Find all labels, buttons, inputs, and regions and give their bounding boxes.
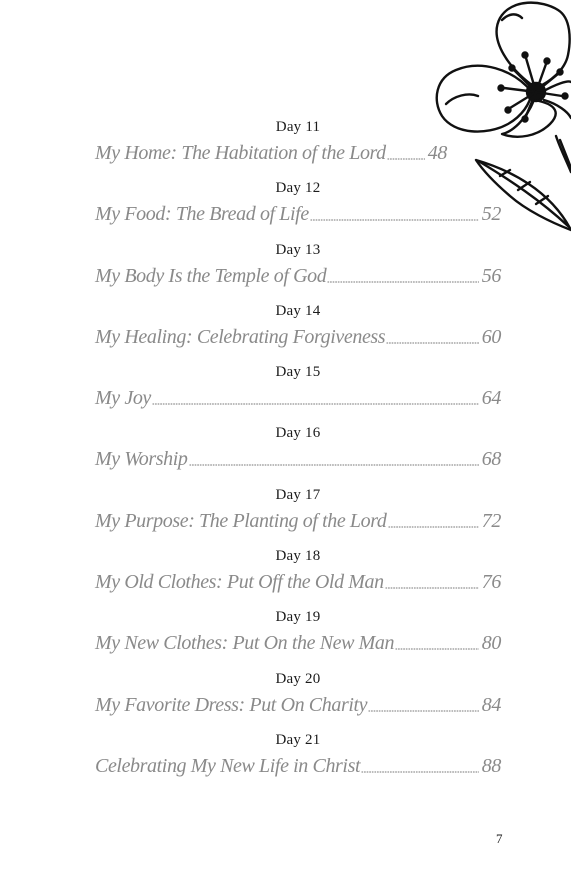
day-label: Day 20 [275, 670, 321, 687]
day-label: Day 16 [275, 425, 321, 442]
toc-line [95, 261, 501, 291]
entry-page: 76 [481, 571, 501, 594]
table-of-contents [95, 116, 501, 790]
day-label: Day 17 [275, 486, 321, 503]
entry-page: 72 [481, 509, 501, 532]
toc-entry[interactable] [95, 177, 501, 238]
toc-entry[interactable] [95, 545, 501, 606]
dot-leader [152, 403, 479, 405]
day-label: Day 11 [275, 119, 321, 135]
toc-entry[interactable] [95, 484, 501, 545]
dot-leader [395, 648, 479, 650]
toc-line [95, 506, 501, 536]
toc-line [95, 444, 501, 474]
toc-line [95, 690, 501, 720]
toc-line [95, 322, 501, 352]
toc-line [95, 138, 472, 168]
entry-page: 64 [481, 387, 501, 410]
entry-title: My Healing: Celebrating Forgiveness [95, 325, 386, 348]
entry-page: 52 [481, 203, 501, 226]
entry-page: 48 [427, 142, 447, 164]
entry-title: My Joy [95, 387, 151, 410]
toc-entry[interactable] [95, 361, 501, 422]
entry-title: My Favorite Dress: Put On Charity [95, 693, 368, 716]
dot-leader [387, 158, 425, 160]
dot-leader [385, 587, 479, 589]
entry-page: 84 [481, 693, 501, 716]
toc-entry[interactable] [95, 668, 501, 729]
entry-title: My Body Is the Temple of God [95, 264, 327, 287]
dot-leader [310, 219, 479, 221]
dot-leader [189, 464, 479, 466]
dot-leader [368, 710, 479, 712]
entry-page: 60 [481, 325, 501, 348]
entry-page: 88 [481, 754, 501, 777]
day-label: Day 13 [275, 241, 321, 258]
toc-entry[interactable] [95, 116, 501, 177]
day-label: Day 21 [275, 731, 321, 748]
toc-line [95, 383, 501, 413]
entry-title: My Old Clothes: Put Off the Old Man [95, 571, 384, 594]
day-label: Day 19 [275, 609, 321, 626]
entry-page: 80 [481, 632, 501, 655]
dot-leader [386, 342, 479, 344]
dot-leader [361, 771, 479, 773]
toc-line [95, 751, 501, 781]
toc-entry[interactable] [95, 422, 501, 483]
toc-entry[interactable] [95, 606, 501, 667]
entry-page: 56 [481, 264, 501, 287]
entry-title: My New Clothes: Put On the New Man [95, 632, 395, 655]
day-label: Day 18 [275, 548, 321, 565]
dot-leader [327, 281, 478, 283]
toc-line [95, 628, 501, 658]
toc-entry[interactable] [95, 729, 501, 790]
day-label: Day 15 [275, 364, 321, 381]
entry-title: My Purpose: The Planting of the Lord [95, 509, 387, 532]
entry-page: 68 [481, 448, 501, 471]
entry-title: My Home: The Habitation of the Lord [95, 142, 386, 164]
dot-leader [388, 526, 479, 528]
page-number: 7 [496, 831, 503, 846]
toc-line [95, 567, 501, 597]
toc-entry[interactable] [95, 300, 501, 361]
toc-entry[interactable] [95, 239, 501, 300]
entry-title: My Food: The Bread of Life [95, 203, 309, 226]
day-label: Day 14 [275, 302, 321, 319]
entry-title: My Worship [95, 448, 188, 471]
day-label: Day 12 [275, 180, 321, 197]
entry-title: Celebrating My New Life in Christ [95, 754, 361, 777]
toc-line [95, 199, 501, 229]
